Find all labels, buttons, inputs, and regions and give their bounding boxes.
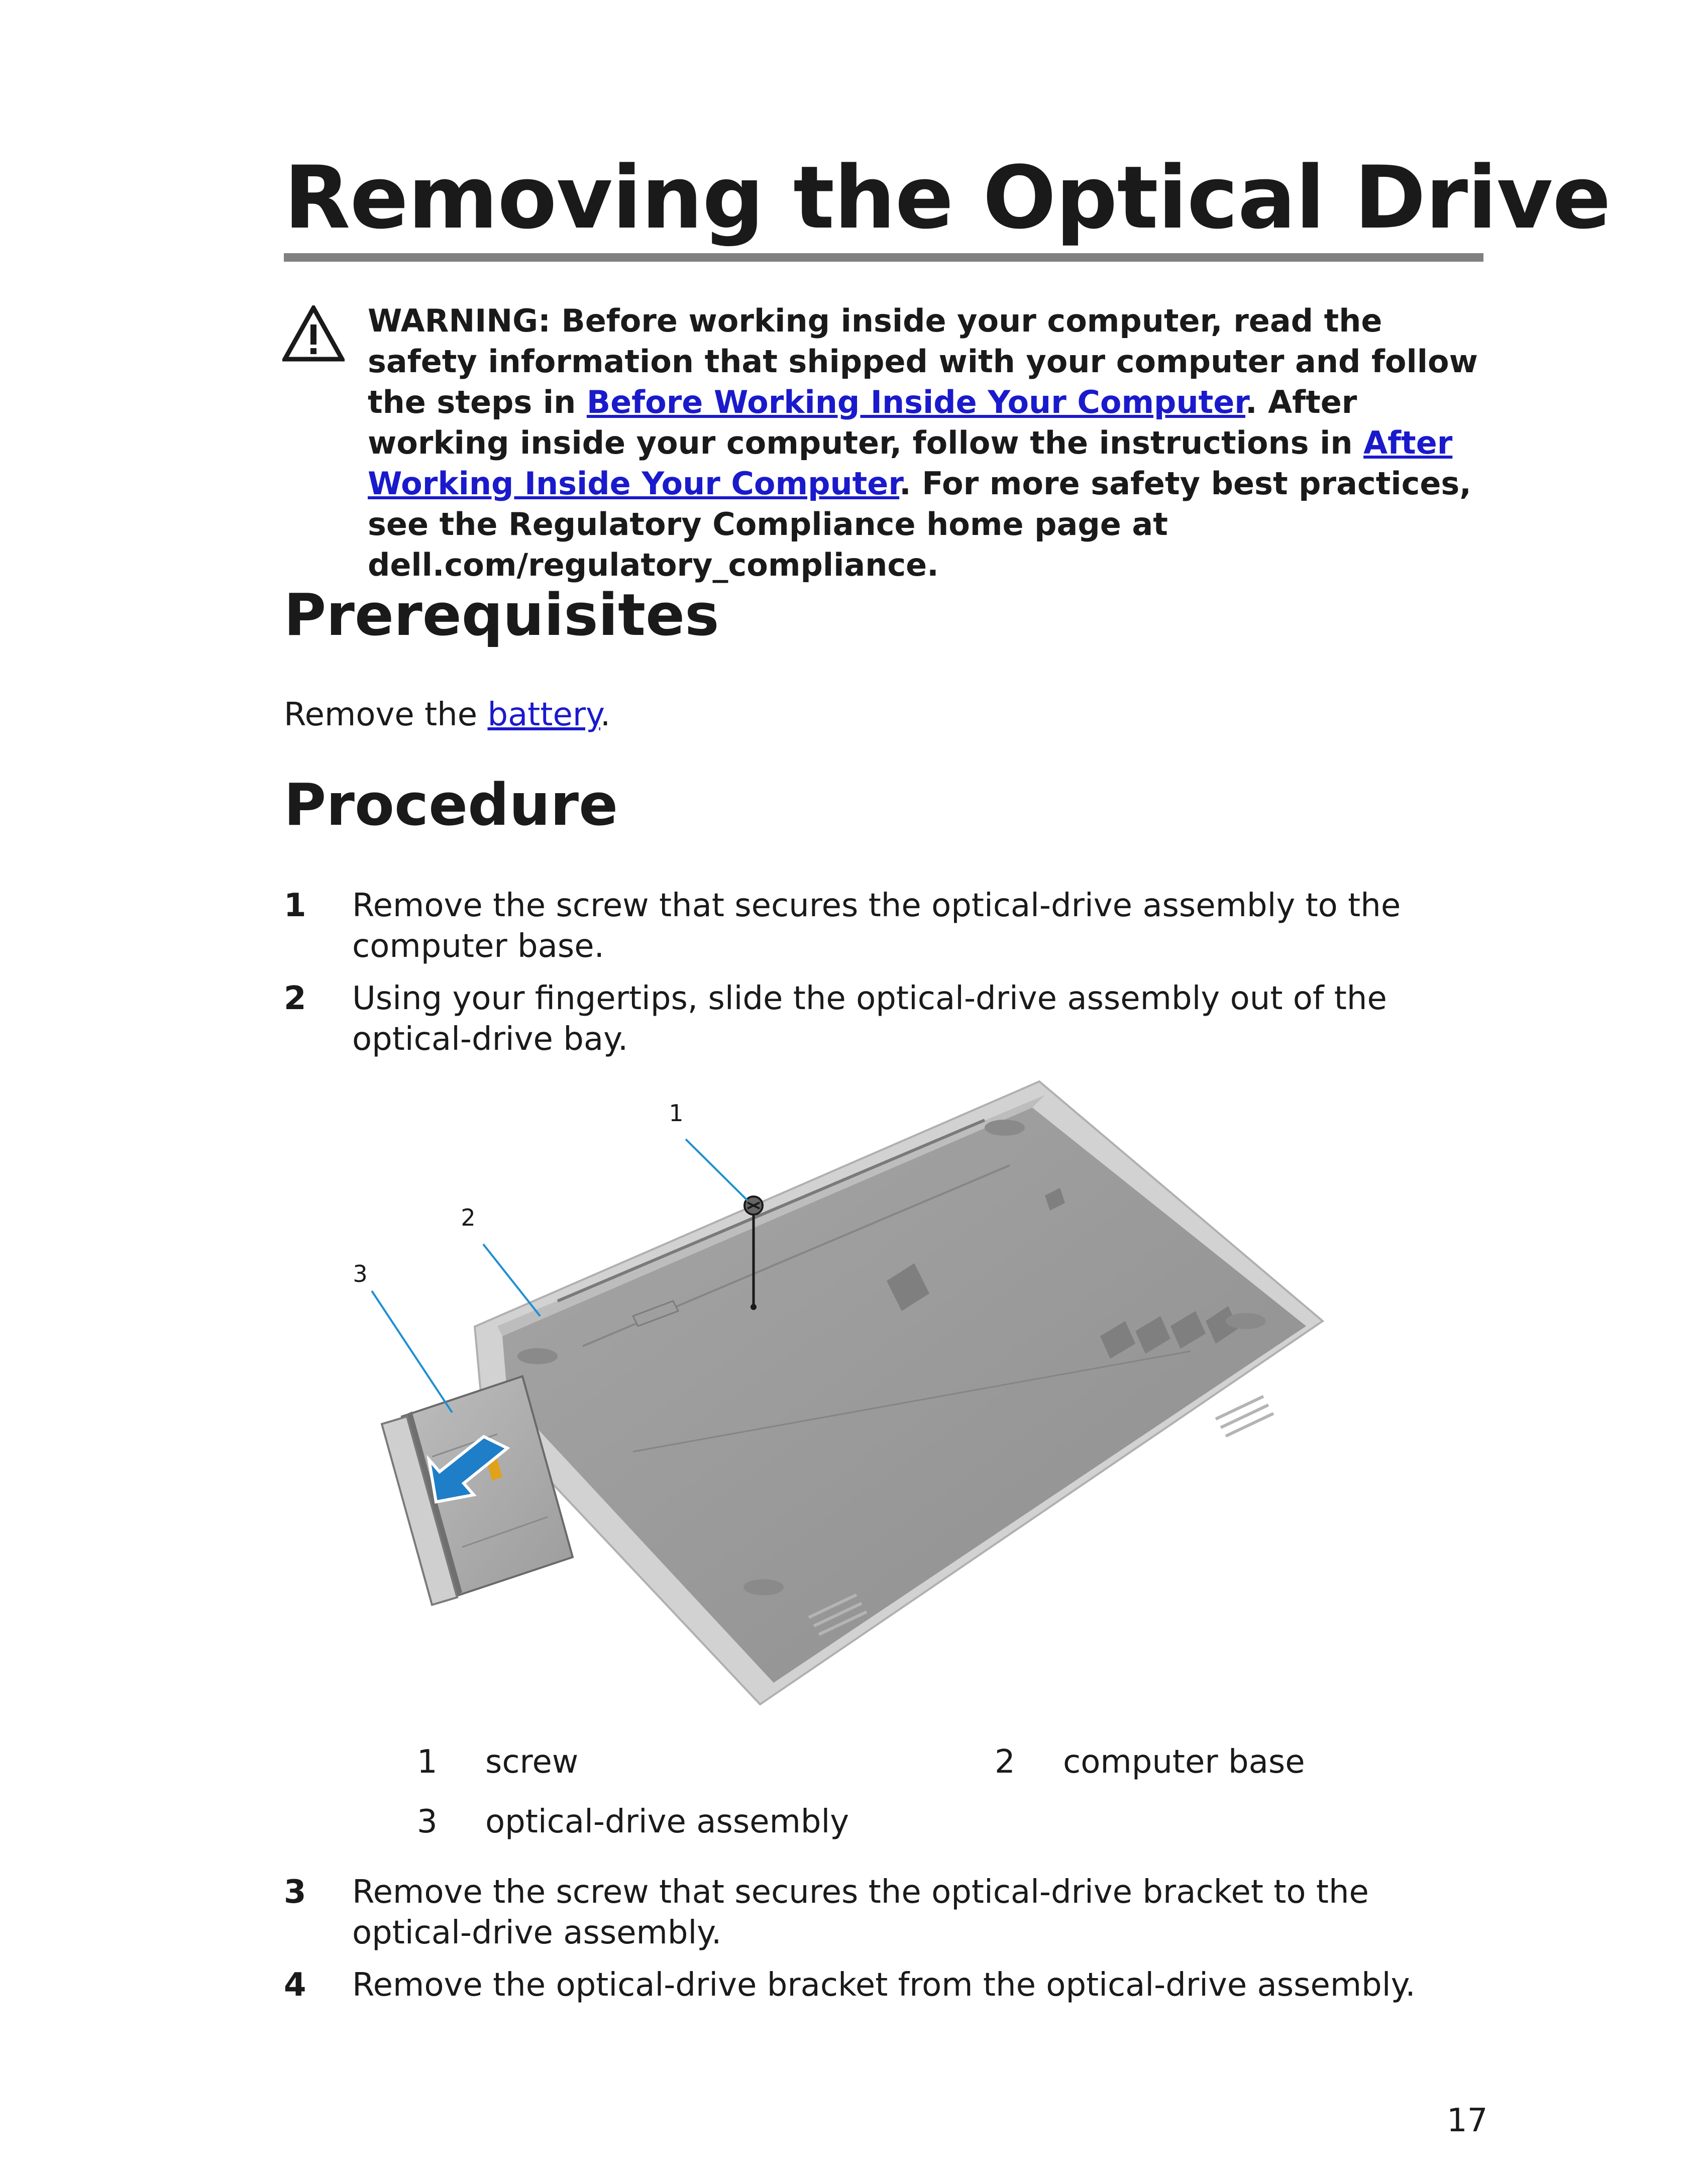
warning-text: [368, 300, 1493, 585]
callout-label: screw: [485, 1743, 579, 1781]
computer-base-shape: [475, 1081, 1323, 1704]
battery-link[interactable]: battery: [487, 696, 600, 733]
prerequisites-text-end: .: [600, 696, 611, 733]
callout-label: optical-drive assembly: [485, 1803, 849, 1840]
page-number: 17: [1447, 2102, 1488, 2139]
marker-3: 3: [353, 1260, 368, 1287]
warning-text-part-3: . For more safety best practices, see the Regulatory Compliance home page at dell.com/regulatory_compliance.: [368, 465, 1471, 583]
step-number: 4: [284, 1967, 306, 2004]
step-text: Using your fingertips, slide the optical-drive assembly out of the optical-drive bay.: [352, 980, 1387, 1058]
marker-1: 1: [669, 1100, 684, 1127]
prerequisites-text-start: Remove the: [284, 696, 488, 733]
step-number: 2: [284, 980, 306, 1017]
step-number: 3: [284, 1874, 306, 1911]
callout-number: 1: [417, 1743, 438, 1781]
callout-number: 3: [417, 1803, 438, 1840]
title-rule: [284, 253, 1483, 262]
marker-2: 2: [461, 1204, 476, 1231]
before-working-link[interactable]: Before Working Inside Your Computer: [586, 384, 1246, 420]
step-text: Remove the screw that secures the optical-drive bracket to the optical-drive assembly.: [352, 1874, 1369, 1951]
step-text: Remove the optical-drive bracket from the optical-drive assembly.: [352, 1967, 1416, 2004]
optical-drive-illustration: [332, 1065, 1407, 1718]
callout-number: 2: [995, 1743, 1015, 1781]
callout-label: computer base: [1063, 1743, 1305, 1781]
step-text: Remove the screw that secures the optical-drive assembly to the computer base.: [352, 887, 1401, 965]
prerequisites-heading: Prerequisites: [284, 582, 719, 649]
warning-text-part-2: . After working inside your computer, follow the instructions in: [368, 384, 1364, 461]
page-title: Removing the Optical Drive: [284, 147, 1611, 248]
procedure-heading: Procedure: [284, 772, 618, 839]
step-number: 1: [284, 887, 306, 924]
prerequisites-text: [284, 695, 610, 735]
after-working-link[interactable]: After Working Inside Your Computer: [368, 424, 1453, 502]
warning-text-part-1: WARNING: Before working inside your computer, read the safety information that shipped with your computer and follow the steps in: [368, 302, 1478, 420]
warning-icon: [282, 305, 345, 362]
